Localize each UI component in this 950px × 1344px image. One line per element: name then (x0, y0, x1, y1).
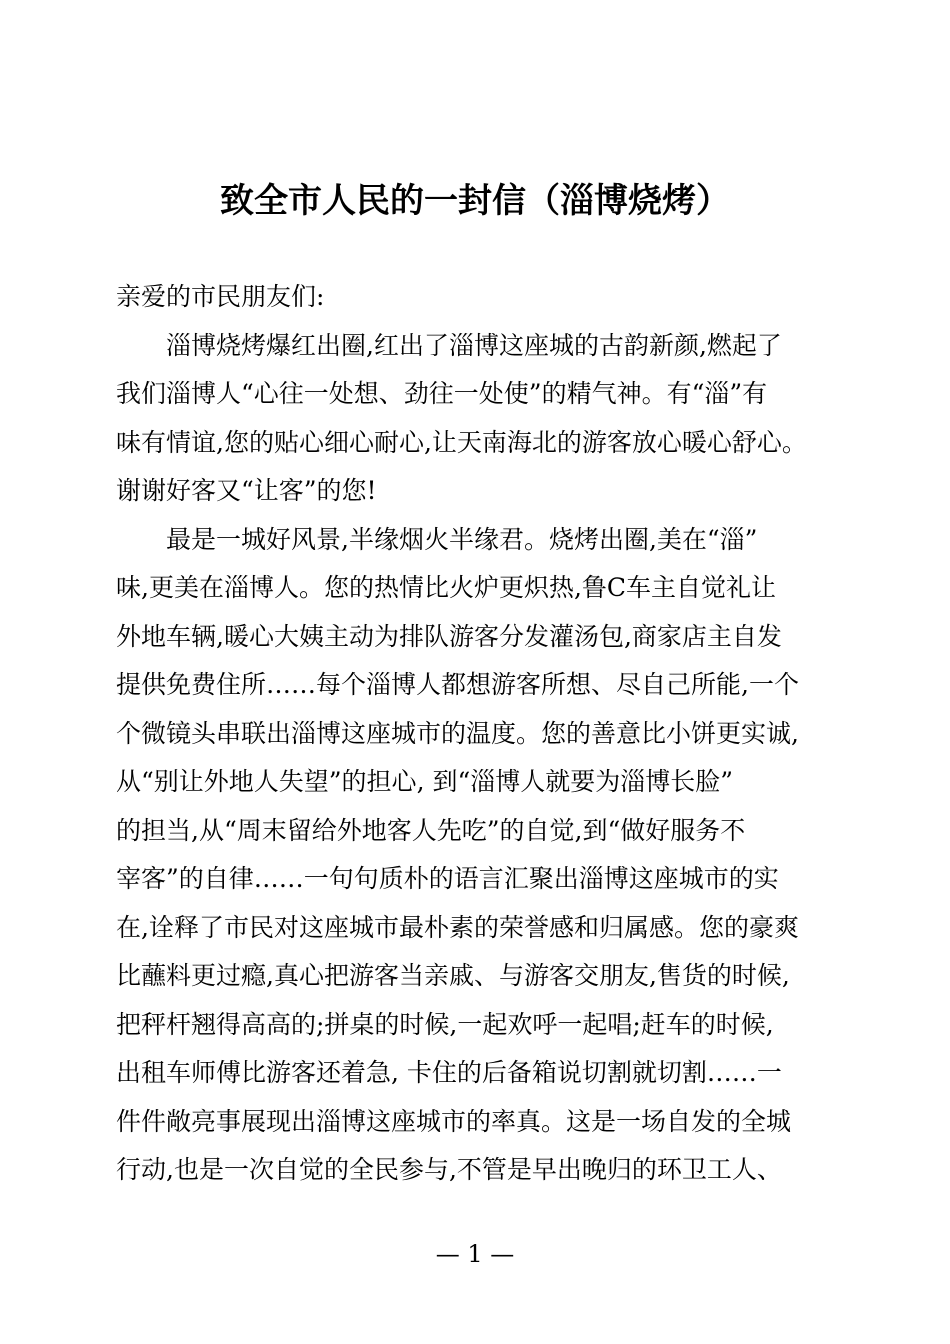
paragraph-line: 淄博烧烤爆红出圈,红出了淄博这座城的古韵新颜,燃起了 (166, 330, 782, 360)
paragraph-line: 行动,也是一次自觉的全民参与,不管是早出晚归的环卫工人、 (116, 1155, 782, 1184)
paragraph-line: 提供免费住所……每个淄博人都想游客所想、尽自己所能,一个 (116, 670, 799, 699)
paragraph-line: 在,诠释了市民对这座城市最朴素的荣誉感和归属感。您的豪爽 (116, 912, 799, 942)
paragraph-line: 味有情谊,您的贴心细心耐心,让天南海北的游客放心暖心舒心。 (116, 427, 807, 457)
page-number: — 1 — (435, 1240, 515, 1268)
paragraph-line: 把秤杆翘得高高的;拼桌的时候,一起欢呼一起唱;赶车的时候, (116, 1009, 774, 1039)
paragraph-line: 味,更美在淄博人。您的热情比火炉更炽热,鲁C车主自觉礼让 (116, 573, 777, 602)
document-title: 致全市人民的一封信（淄博烧烤） (220, 181, 730, 221)
paragraph-line: 件件敞亮事展现出淄博这座城市的率真。这是一场自发的全城 (116, 1106, 792, 1136)
paragraph-line: 我们淄博人“心往一处想、劲往一处使”的精气神。有“淄”有 (116, 379, 768, 408)
paragraph-line: 谢谢好客又“让客”的您! (116, 476, 377, 505)
paragraph-line: 从“别让外地人失望”的担心, 到“淄博人就要为淄博长脸” (116, 767, 734, 796)
paragraph-line: 个微镜头串联出淄博这座城市的温度。您的善意比小饼更实诚, (116, 718, 799, 748)
paragraph-line: 出租车师傅比游客还着急, 卡住的后备箱说切割就切割……一 (116, 1058, 782, 1087)
paragraph-line: 宰客”的自律……一句句质朴的语言汇聚出淄博这座城市的实 (116, 864, 779, 893)
paragraph-line: 最是一城好风景,半缘烟火半缘君。烧烤出圈,美在“淄” (166, 524, 758, 554)
salutation: 亲爱的市民朋友们: (116, 282, 325, 311)
letter-body (116, 273, 856, 1195)
paragraph-line: 的担当,从“周末留给外地客人先吃”的自觉,到“做好服务不 (116, 815, 746, 845)
paragraph-line: 比蘸料更过瘾,真心把游客当亲戚、与游客交朋友,售货的时候, (116, 961, 790, 990)
paragraph-line: 外地车辆,暖心大姨主动为排队游客分发灌汤包,商家店主自发 (116, 621, 782, 651)
